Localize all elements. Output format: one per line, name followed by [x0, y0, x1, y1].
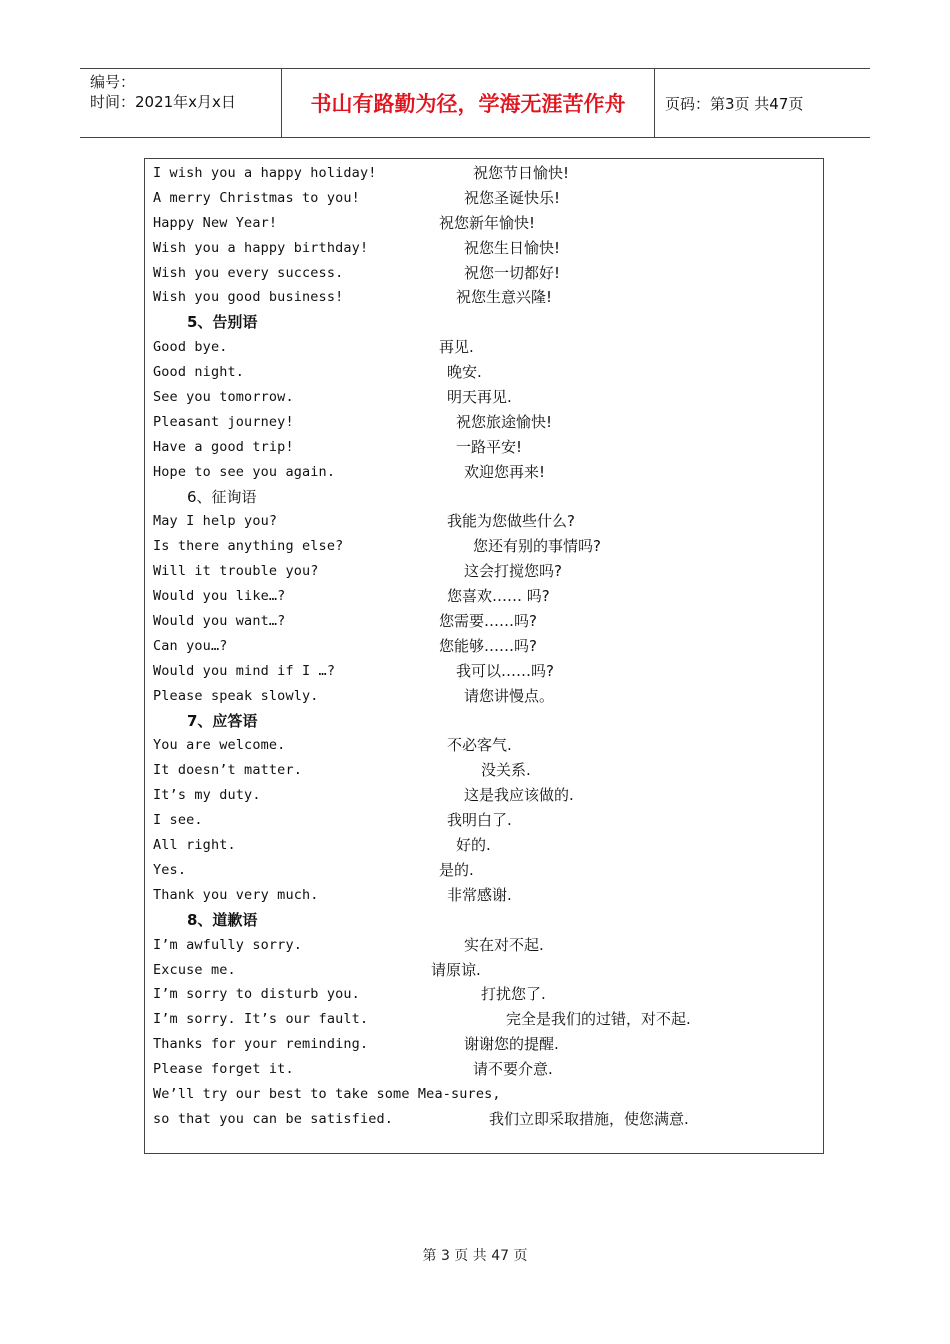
document-date-label: 时间：2021年x月x日 [90, 93, 236, 111]
english-phrase: Wish you a happy birthday! [153, 239, 369, 256]
phrase-row [153, 1007, 815, 1032]
english-phrase: See you tomorrow. [153, 389, 294, 406]
phrase-row [153, 1107, 815, 1132]
english-phrase: Is there anything else? [153, 538, 344, 555]
english-phrase: Thank you very much. [153, 886, 319, 903]
phrase-row [153, 559, 815, 584]
chinese-translation: 我可以……吗? [456, 661, 554, 680]
section-heading: 7、应答语 [187, 711, 258, 730]
section-heading: 5、告别语 [187, 313, 258, 332]
document-number-label: 编号： [90, 73, 136, 91]
chinese-translation: 打扰您了. [481, 985, 546, 1004]
phrase-row [153, 733, 815, 758]
chinese-translation: 您喜欢…… 吗? [447, 587, 550, 606]
phrase-row [153, 285, 815, 310]
section-heading-row [153, 485, 815, 510]
phrase-row [153, 783, 815, 808]
english-phrase: Hope to see you again. [153, 463, 336, 480]
chinese-translation: 我能为您做些什么? [447, 512, 575, 531]
english-phrase: I’m sorry. It’s our fault. [153, 1011, 369, 1028]
phrase-row [153, 509, 815, 534]
chinese-translation: 祝您新年愉快! [439, 213, 536, 232]
section-heading: 6、征询语 [187, 487, 257, 506]
phrase-row [153, 684, 815, 709]
header-meta [80, 69, 282, 137]
chinese-translation: 这会打搅您吗? [464, 562, 562, 581]
phrase-row [153, 883, 815, 908]
chinese-translation: 请原谅. [431, 960, 481, 979]
english-phrase: Please forget it. [153, 1061, 294, 1078]
section-heading-row [153, 908, 815, 933]
chinese-translation: 好的. [456, 836, 491, 855]
phrase-row [153, 584, 815, 609]
phrase-row [153, 609, 815, 634]
chinese-translation: 祝您生意兴隆! [456, 288, 553, 307]
english-phrase: All right. [153, 837, 236, 854]
phrase-row [153, 1057, 815, 1082]
chinese-translation: 我们立即采取措施，使您满意. [489, 1109, 689, 1128]
english-phrase: Good bye. [153, 339, 228, 356]
chinese-translation: 实在对不起. [464, 935, 544, 954]
phrase-row [153, 758, 815, 783]
english-phrase: Pleasant journey! [153, 413, 294, 430]
phrase-table [144, 158, 824, 1154]
phrase-row [153, 982, 815, 1007]
phrase-row [153, 161, 815, 186]
chinese-translation: 祝您生日愉快! [464, 238, 561, 257]
english-phrase: I see. [153, 812, 203, 829]
english-phrase: I’m awfully sorry. [153, 936, 302, 953]
english-phrase: We’ll try our best to take some Mea-sures, [153, 1085, 501, 1102]
chinese-translation: 不必客气. [447, 736, 512, 755]
english-phrase: I wish you a happy holiday! [153, 165, 377, 181]
chinese-translation: 您还有别的事情吗? [473, 537, 601, 556]
page-header [80, 68, 870, 138]
phrase-row [153, 858, 815, 883]
chinese-translation: 祝您一切都好! [464, 263, 561, 282]
english-phrase: May I help you? [153, 513, 278, 530]
phrase-list [153, 161, 815, 1132]
section-heading-row [153, 310, 815, 335]
english-phrase: Have a good trip! [153, 438, 294, 455]
chinese-translation: 欢迎您再来! [464, 462, 546, 481]
phrase-row [153, 833, 815, 858]
section-heading-row [153, 709, 815, 734]
english-phrase: Will it trouble you? [153, 563, 319, 580]
english-phrase: I’m sorry to disturb you. [153, 986, 360, 1003]
english-phrase: Happy New Year! [153, 214, 278, 231]
chinese-translation: 祝您节日愉快! [473, 164, 570, 182]
english-phrase: Wish you every success. [153, 264, 344, 281]
chinese-translation: 非常感谢. [447, 885, 512, 904]
section-heading: 8、道歉语 [187, 910, 258, 929]
phrase-row [153, 410, 815, 435]
english-phrase: Yes. [153, 861, 187, 878]
chinese-translation: 我明白了. [447, 811, 512, 830]
chinese-translation: 祝您旅途愉快! [456, 412, 553, 431]
english-phrase: Wish you good business! [153, 289, 344, 306]
phrase-row [153, 435, 815, 460]
phrase-row [153, 958, 815, 983]
english-phrase: You are welcome. [153, 737, 286, 754]
chinese-translation: 您需要……吗? [439, 612, 537, 631]
chinese-translation: 这是我应该做的. [464, 786, 574, 805]
chinese-translation: 一路平安! [456, 437, 523, 456]
english-phrase: Thanks for your reminding. [153, 1036, 369, 1053]
english-phrase: Would you mind if I …? [153, 662, 336, 679]
phrase-row [153, 186, 815, 211]
phrase-row [153, 808, 815, 833]
phrase-row [153, 634, 815, 659]
page-footer: 第 3 页 共 47 页 [422, 1248, 528, 1264]
english-phrase: It doesn’t matter. [153, 762, 302, 779]
phrase-row [153, 335, 815, 360]
phrase-row [153, 1082, 815, 1107]
chinese-translation: 请您讲慢点。 [464, 686, 555, 705]
english-phrase: Please speak slowly. [153, 687, 319, 704]
english-phrase: A merry Christmas to you! [153, 189, 360, 206]
phrase-row [153, 211, 815, 236]
header-page-info: 页码：第3页 共47页 [665, 94, 804, 113]
phrase-row [153, 460, 815, 485]
chinese-translation: 请不要介意. [473, 1060, 553, 1079]
chinese-translation: 完全是我们的过错，对不起. [506, 1010, 691, 1029]
phrase-row [153, 236, 815, 261]
phrase-row [153, 1032, 815, 1057]
english-phrase: Excuse me. [153, 961, 236, 978]
phrase-row [153, 261, 815, 286]
english-phrase: Can you…? [153, 637, 228, 654]
chinese-translation: 没关系. [481, 761, 531, 780]
english-phrase: It’s my duty. [153, 787, 261, 804]
chinese-translation: 是的. [439, 860, 474, 879]
header-motto: 书山有路勤为径，学海无涯苦作舟 [282, 69, 655, 137]
english-phrase: so that you can be satisfied. [153, 1110, 394, 1127]
phrase-row [153, 385, 815, 410]
chinese-translation: 谢谢您的提醒. [464, 1035, 559, 1054]
phrase-row [153, 659, 815, 684]
chinese-translation: 晚安. [447, 363, 482, 382]
phrase-row [153, 360, 815, 385]
phrase-row [153, 933, 815, 958]
english-phrase: Good night. [153, 364, 245, 381]
english-phrase: Would you want…? [153, 613, 286, 630]
phrase-row [153, 534, 815, 559]
chinese-translation: 祝您圣诞快乐! [464, 188, 561, 207]
chinese-translation: 明天再见. [447, 388, 512, 407]
chinese-translation: 您能够……吗? [439, 636, 537, 655]
english-phrase: Would you like…? [153, 588, 286, 605]
chinese-translation: 再见. [439, 338, 474, 357]
